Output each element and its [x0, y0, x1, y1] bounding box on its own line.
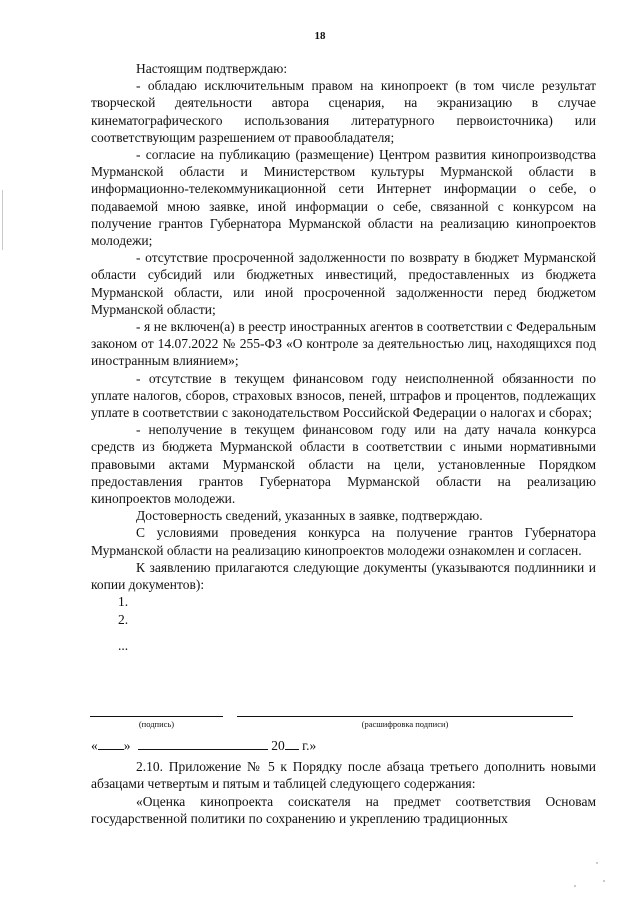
- paragraph: - отсутствие в текущем финансовом году неисполненной обязанности по уплате налогов, сборов, страховых взносов, пеней, штрафов и процентов, подлежащих уплате в соответствии с законодательством Российской Федерации о налогах и сборах;: [91, 370, 596, 421]
- document-body-continued: [91, 758, 596, 828]
- scan-speck: [574, 885, 576, 887]
- paragraph: - я не включен(а) в реестр иностранных агентов в соответствии с Федеральным законом от 14.07.2022 № 255-ФЗ «О контроле за деятельностью лиц, находящихся под иностранным влиянием»;: [91, 319, 596, 369]
- year-suffix: г.»: [302, 738, 317, 753]
- paragraph: 2.10. Приложение № 5 к Порядку после абзаца третьего дополнить новыми абзацами четвертым и пятым и таблицей следующего содержания:: [91, 759, 596, 792]
- year-prefix: 20: [271, 738, 285, 753]
- signature-name-line: [237, 716, 573, 717]
- paragraph: - отсутствие просроченной задолженности по возврату в бюджет Мурманской области субсидий или бюджетных инвестиций, предоставленных из бюджета Мурманской области, или иной просроченной задолженности перед бюджетом Мурманской области;: [91, 250, 596, 317]
- paragraph: «Оценка кинопроекта соискателя на предмет соответствия Основам государственной политики по сохранению и укреплению традиционных: [91, 793, 596, 827]
- paragraph: - обладаю исключительным правом на кинопроект (в том числе результат творческой деятельности автора сценария, на экранизацию в случае кинематографического использования литературного первоисточника) или соответствующим разрешением от правообладателя;: [91, 78, 596, 145]
- date-open-quote: «: [91, 738, 98, 753]
- document-body: [91, 60, 596, 654]
- month-blank: [138, 737, 268, 750]
- list-item: 2.: [118, 611, 129, 627]
- date-close-quote: »: [123, 738, 131, 753]
- scan-speck: [596, 862, 598, 864]
- page-number: 18: [314, 30, 326, 42]
- signature-name-caption: (расшифровка подписи): [361, 719, 449, 729]
- paragraph: К заявлению прилагаются следующие документы (указываются подлинники и копии документов):: [91, 559, 596, 593]
- paragraph: - неполучение в текущем финансовом году или на дату начала конкурса средств из бюджета Мурманской области в соответствии с иными нормативными правовыми актами Мурманской области на цели, установленные Порядком предоставления грантов Губернатора Мурманской области на реализацию кинопроектов молодежи.: [91, 422, 596, 507]
- list-item: 1.: [118, 594, 129, 610]
- year-blank: [285, 737, 299, 750]
- paragraph: С условиями проведения конкурса на получение грантов Губернатора Мурманской области на реализацию кинопроектов молодежи ознакомлен и согласен.: [91, 525, 596, 558]
- date-line: [91, 737, 596, 754]
- paragraph: Настоящим подтверждаю:: [136, 61, 288, 76]
- paragraph: Достоверность сведений, указанных в заявке, подтверждаю.: [136, 508, 483, 524]
- list-item: ...: [118, 637, 129, 653]
- scan-speck: [603, 880, 605, 882]
- paragraph: - согласие на публикацию (размещение) Центром развития кинопроизводства Мурманской области и Министерством культуры Мурманской области в информационно-телекоммуникационной сети Интернет информации о себе, о подаваемой мною заявке, иной информации о себе, связанной с конкурсом на получение грантов Губернатора Мурманской области на реализацию кинопроектов молодежи;: [91, 147, 596, 249]
- scan-edge-mark: [2, 190, 3, 250]
- signature-caption: (подпись): [138, 719, 175, 729]
- day-blank: [98, 737, 124, 750]
- signature-line: [90, 716, 223, 717]
